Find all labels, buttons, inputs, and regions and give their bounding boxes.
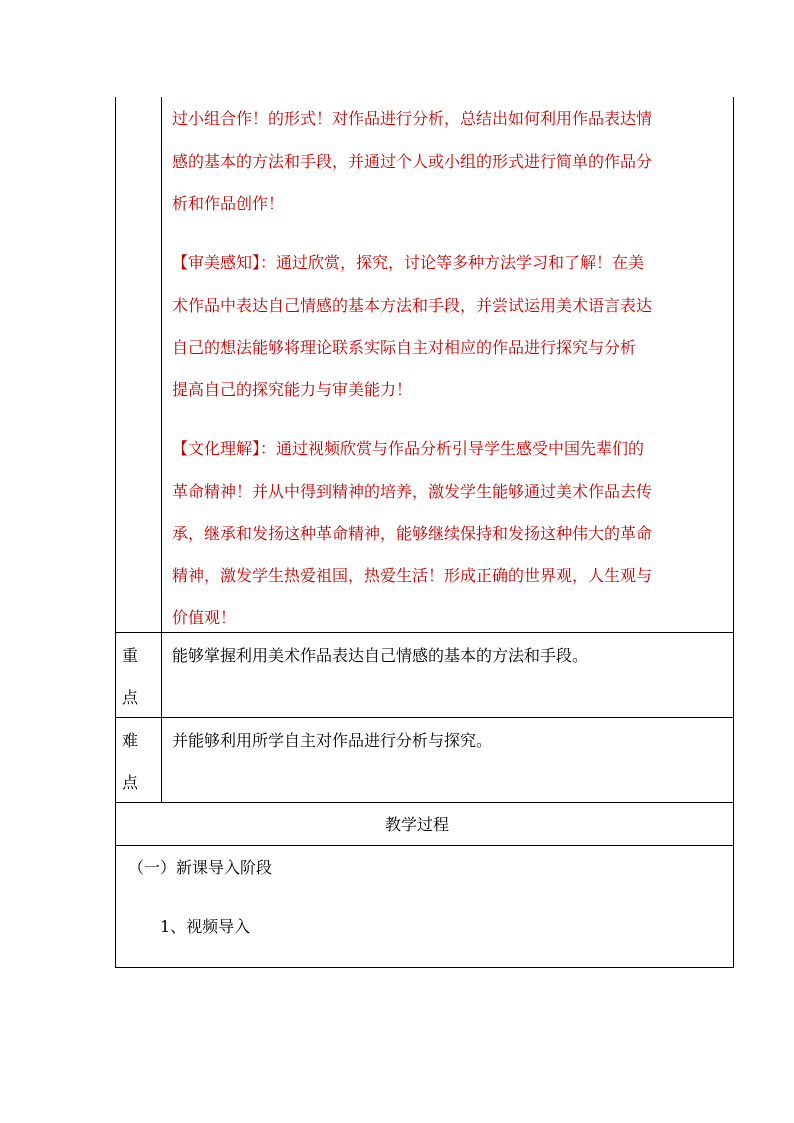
table-border-left (115, 97, 116, 968)
aesthetic-heading: 【审美感知】 (172, 253, 261, 272)
process-stage-heading: （一）新课导入阶段 (128, 858, 273, 877)
difficulty-label: 难 (122, 731, 139, 750)
difficulty-text: 并能够利用所学自主对作品进行分析与探究。 (172, 731, 493, 750)
aesthetic-text: ：通过欣赏，探究，讨论等多种方法学习和了解！在美 (260, 253, 645, 272)
row-divider-keypoint (115, 717, 734, 718)
process-item: 1、视频导入 (160, 917, 251, 936)
culture-paragraph-line (172, 436, 644, 459)
difficulty-label: 点 (122, 773, 139, 792)
objectives-intro-line: 析和作品创作！ (172, 194, 285, 213)
key-point-label: 重 (122, 646, 139, 665)
column-divider (161, 97, 162, 802)
process-title: 教学过程 (385, 815, 450, 834)
aesthetic-paragraph-line: 术作品中表达自己情感的基本方法和手段，并尝试运用美术语言表达 (172, 296, 653, 315)
aesthetic-paragraph-line: 自己的想法能够将理论联系实际自主对相应的作品进行探究与分析 (172, 338, 637, 357)
key-point-text: 能够掌握利用美术作品表达自己情感的基本的方法和手段。 (172, 646, 589, 665)
row-divider-difficulty (115, 802, 734, 803)
table-border-right (733, 97, 734, 968)
key-point-label: 点 (122, 688, 139, 707)
aesthetic-paragraph-line (172, 250, 644, 273)
row-divider-objectives (115, 632, 734, 633)
culture-paragraph-line: 精神，激发学生热爱祖国，热爱生活！形成正确的世界观，人生观与 (172, 566, 653, 585)
row-divider-process-title (115, 845, 734, 846)
objectives-intro-line: 感的基本的方法和手段，并通过个人或小组的形式进行简单的作品分 (172, 152, 653, 171)
objectives-intro-line: 过小组合作！的形式！对作品进行分析，总结出如何利用作品表达情 (172, 109, 653, 128)
culture-paragraph-line: 价值观！ (172, 608, 237, 627)
aesthetic-paragraph-line: 提高自己的探究能力与审美能力！ (172, 380, 413, 399)
culture-heading: 【文化理解】 (172, 439, 261, 458)
culture-paragraph-line: 革命精神！并从中得到精神的培养，激发学生能够通过美术作品去传 (172, 482, 653, 501)
table-border-bottom (115, 967, 734, 968)
culture-paragraph-line: 承，继承和发扬这种革命精神，能够继续保持和发扬这种伟大的革命 (172, 524, 653, 543)
culture-text: ：通过视频欣赏与作品分析引导学生感受中国先辈们的 (260, 439, 645, 458)
